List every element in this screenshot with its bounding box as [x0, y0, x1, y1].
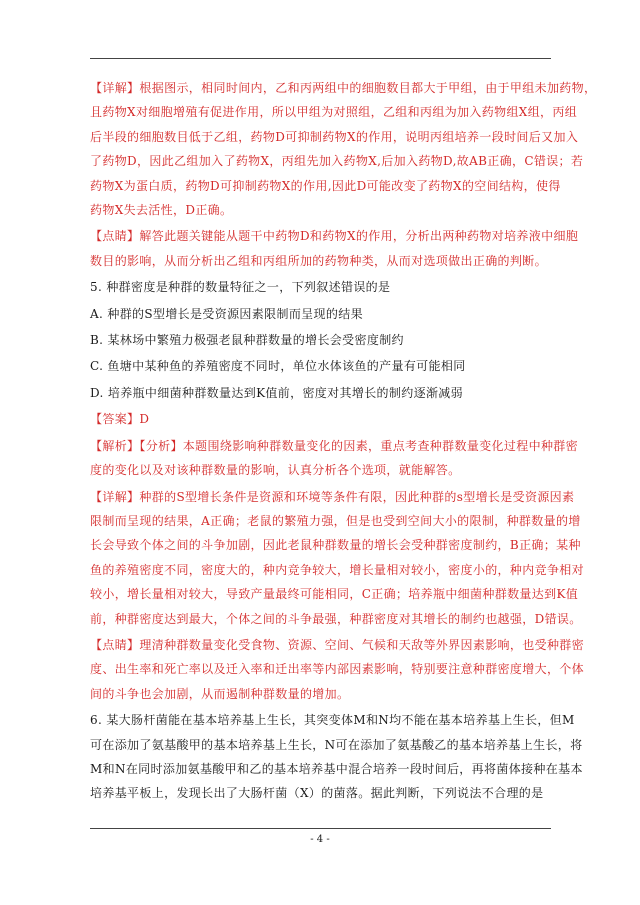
text-line: 【解析】【分析】本题围绕影响种群数量变化的因素，重点考查种群数量变化过程中种群密: [90, 438, 579, 453]
paragraph: [90, 633, 585, 706]
header-rule: [90, 58, 551, 59]
text-line: 且药物X对细胞增殖有促进作用，所以甲组为对照组，乙组和丙组为加入药物组X组，丙组: [90, 105, 578, 120]
text-line: 【点睛】理清种群数量变化受食物、资源、空间、气候和天敌等外界因素影响，也受种群密: [90, 637, 585, 652]
paragraph: [90, 302, 551, 326]
text-line: 前，种群密度达到最大，个体之间的斗争最强，种群密度对其增长的制约也越强，D错误。: [90, 611, 582, 626]
text-line: 【详解】根据图示，相同时间内，乙和丙两组中的细胞数目都大于甲组，由于甲组未加药物，: [90, 81, 597, 95]
paragraph: [90, 224, 579, 273]
text-line: 可在添加了氨基酸甲的基本培养基上生长，N可在添加了氨基酸乙的基本培养基上生长，将: [90, 737, 583, 752]
text-line: 【答案】D: [90, 412, 150, 427]
text-line: 【点睛】解答此题关键能从题干中药物D和药物X的作用，分析出两种药物对培养液中细胞: [90, 229, 579, 244]
text-line: D. 培养瓶中细菌种群数量达到K值前，密度对其增长的制约逐渐减弱: [90, 385, 463, 400]
text-line: 限制而呈现的结果，A正确；老鼠的繁殖力强，但是也受到空间大小的限制，种群数量的增: [90, 513, 581, 528]
paragraph: [90, 76, 597, 222]
paragraph: [90, 328, 551, 352]
text-line: 鱼的养殖密度不同，密度大的，种内竞争较大，增长量相对较小，密度小的，种内竞争相对: [90, 562, 585, 577]
text-line: 【详解】种群的S型增长条件是资源和环境等条件有限，因此种群的s型增长是受资源因素: [90, 489, 575, 504]
text-line: 药物X为蛋白质，药物D可抑制药物X的作用,因此D可能改变了药物X的空间结构，使得: [90, 178, 561, 193]
text-line: 6. 某大肠杆菌能在基本培养基上生长，其突变体M和N均不能在基本培养基上生长，但M: [90, 713, 575, 728]
text-line: A. 种群的S型增长是受资源因素限制而呈现的结果: [90, 306, 363, 321]
text-line: M和N在同时添加氨基酸甲和乙的基本培养基中混合培养一段时间后，再将菌体接种在基本: [90, 761, 583, 776]
paragraph: [90, 275, 551, 299]
text-line: 数目的影响，从而分析出乙组和丙组所加的药物种类，从而对选项做出正确的判断。: [90, 253, 547, 268]
paragraph: [90, 354, 551, 378]
paragraph: [90, 708, 583, 806]
paragraph: [90, 407, 551, 431]
text-line: 长会导致个体之间的斗争加剧，因此老鼠种群数量的增长会受种群密度制约，B正确；某种: [90, 538, 581, 553]
paragraph: [90, 434, 579, 483]
text-line: C. 鱼塘中某种鱼的养殖密度不同时，单位水体该鱼的产量有可能相同: [90, 359, 466, 374]
paragraph: [90, 381, 551, 405]
text-line: 间的斗争也会加剧，从而遏制种群数量的增加。: [90, 686, 350, 701]
text-line: 了药物D，因此乙组加入了药物X，丙组先加入药物X,后加入药物D,故AB正确，C错误；若: [90, 154, 584, 169]
footer-rule: [90, 828, 551, 829]
document-body: [90, 76, 597, 806]
page-number: - 4 -: [310, 834, 330, 845]
text-line: 培养基平板上，发现长出了大肠杆菌（X）的菌落。据此判断，下列说法不合理的是: [90, 786, 544, 801]
text-line: B. 某林场中繁殖力极强老鼠种群数量的增长会受密度制约: [90, 333, 404, 348]
text-line: 药物X失去活性，D正确。: [90, 203, 233, 218]
text-line: 后半段的细胞数目低于乙组，药物D可抑制药物X的作用，说明丙组培养一段时间后又加入: [90, 129, 579, 144]
paragraph: [90, 485, 585, 631]
text-line: 较小，增长量相对较大，导致产量最终可能相同，C正确；培养瓶中细菌种群数量达到K值: [90, 587, 579, 602]
text-line: 度的变化以及对该种群数量的影响，认真分析各个选项，就能解答。: [90, 463, 461, 478]
text-line: 5. 种群密度是种群的数量特征之一，下列叙述错误的是: [90, 280, 391, 295]
text-line: 度、出生率和死亡率以及迁入率和迁出率等内部因素影响，特别要注意种群密度增大，个体: [90, 662, 585, 677]
